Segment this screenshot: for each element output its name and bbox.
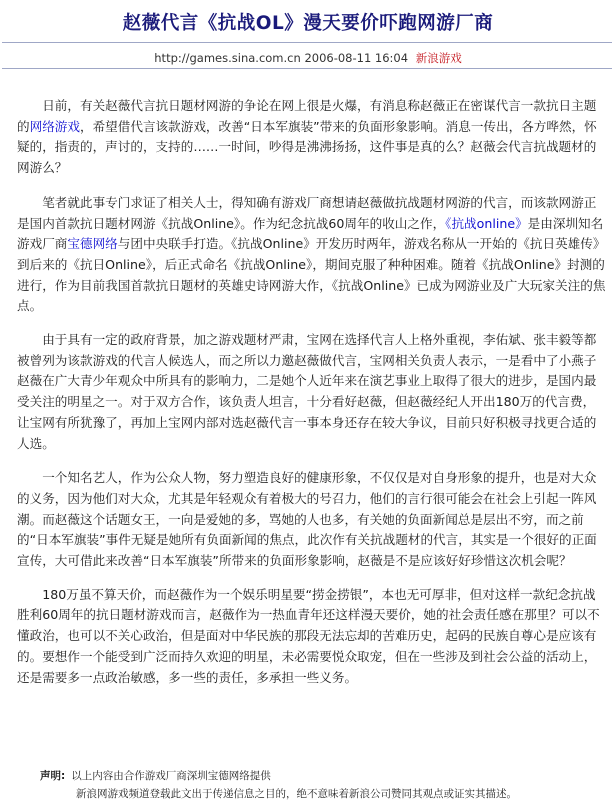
- paragraph-2: [17, 193, 606, 317]
- p2-text-c: 与团中央联手打造。《抗战Online》开发历时两年，游戏名称从一开始的《抗日英雄传》到后来的《抗日Online》，后正式命名《抗战Online》，期间克服了种种困难。随着《抗战Online》封测的进行，作为目前我国首款抗日题材的英雄史诗网游大作，《抗战Online》已成为网游业及广大玩家关注的焦点。: [17, 236, 606, 314]
- disclaimer-line-2: 新浪网游戏频道登载此文出于传递信息之目的，绝不意味着新浪公司赞同其观点或证实其描述。: [76, 788, 517, 800]
- link-online-games[interactable]: 网络游戏: [29, 118, 80, 134]
- paragraph-4: 一个知名艺人，作为公众人物，努力塑造良好的健康形象，不仅仅是对自身形象的提升，也是对大众的义务，因为他们对大众，尤其是年轻观众有着极大的号召力，他们的言行很可能会在社会上引起一阵风潮。而赵薇这个话题女王，一向是爱她的多，骂她的人也多，有关她的负面新闻总是层出不穷，而之前的“日本军旗装”事件无疑是她所有负面新闻的焦点，此次作有关抗战题材的代言，其实是一个很好的正面宣传，大可借此来改善“日本军旗装”所带来的负面形象影响，赵薇是不是应该好好珍惜这次机会呢？: [17, 470, 597, 569]
- link-kangzhan-online[interactable]: 《抗战online》: [445, 215, 528, 231]
- article-body: [17, 96, 606, 701]
- disclaimer-provider: 以上内容由合作游戏厂商深圳宝德网络提供: [71, 770, 271, 782]
- p2-text-b: 是由深圳知名游戏厂商: [17, 215, 604, 252]
- article-meta: [0, 50, 616, 66]
- article-title: 赵薇代言《抗战OL》漫天要价吓跑网游厂商: [122, 13, 494, 34]
- meta-url: http://games.sina.com.cn: [154, 51, 301, 65]
- p2-text-a: 笔者就此事专门求证了相关人士，得知确有游戏厂商想请赵薇做抗战题材网游的代言，而该款网游正是国内首款抗日题材网游《抗战Online》。作为纪念抗战60周年的收山之作，: [17, 194, 597, 231]
- disclaimer: [40, 767, 600, 803]
- title-divider: [2, 42, 612, 43]
- paragraph-3: 由于具有一定的政府背景，加之游戏题材严肃，宝网在选择代言人上格外重视，李佑斌、张丰毅等都被曾列为该款游戏的代言人候选人，而之所以力邀赵薇做代言，宝网相关负责人表示，一是看中了小燕子赵薇在广大青少年观众中所具有的影响力，二是她个人近年来在演艺事业上取得了很大的进步，是国内最受关注的明星之一。对于双方合作，该负责人坦言，十分看好赵薇，但赵薇经纪人开出180万的代言费，让宝网有所犹豫了，再加上宝网内部对选赵薇代言一事本身还存在较大争议，目前只好积极寻找更合适的人选。: [17, 332, 597, 451]
- paragraph-1: [17, 96, 606, 179]
- meta-divider: [2, 68, 612, 69]
- meta-source-link[interactable]: 新浪游戏: [415, 51, 462, 65]
- p1-text-b: ，希望借代言该款游戏，改善“日本军旗装”带来的负面形象影响。消息一传出，各方哗然，怀疑的，指责的，声讨的，支持的……一时间，吵得是沸沸扬扬，这件事是真的么？赵薇会代言抗战题材的网游么？: [17, 118, 597, 176]
- meta-datetime: 2006-08-11 16:04: [304, 51, 409, 65]
- disclaimer-label: 声明:: [40, 770, 66, 782]
- paragraph-5: 180万虽不算天价，而赵薇作为一个娱乐明星要“捞金捞银”，本也无可厚非，但对这样一款纪念抗战胜利60周年的抗日题材游戏而言，赵薇作为一热血青年还这样漫天要价，她的社会责任感在那里？可以不懂政治，也可以不关心政治，但是面对中华民族的那段无法忘却的苦难历史，起码的民族自尊心是应该有的。要想作一个能受到广泛而持久欢迎的明星，未必需要悦众取宠，但在一些涉及到社会公益的活动上，还是需要多一点政治敏感，多一些的责任，多承担一些义务。: [17, 586, 600, 685]
- link-baode-network[interactable]: 宝德网络: [67, 236, 118, 252]
- disclaimer-line-1: [40, 767, 600, 785]
- p1-text-a: 日前，有关赵薇代言抗日题材网游的争论在网上很是火爆，有消息称赵薇正在密谋代言一款抗日主题的: [17, 98, 597, 134]
